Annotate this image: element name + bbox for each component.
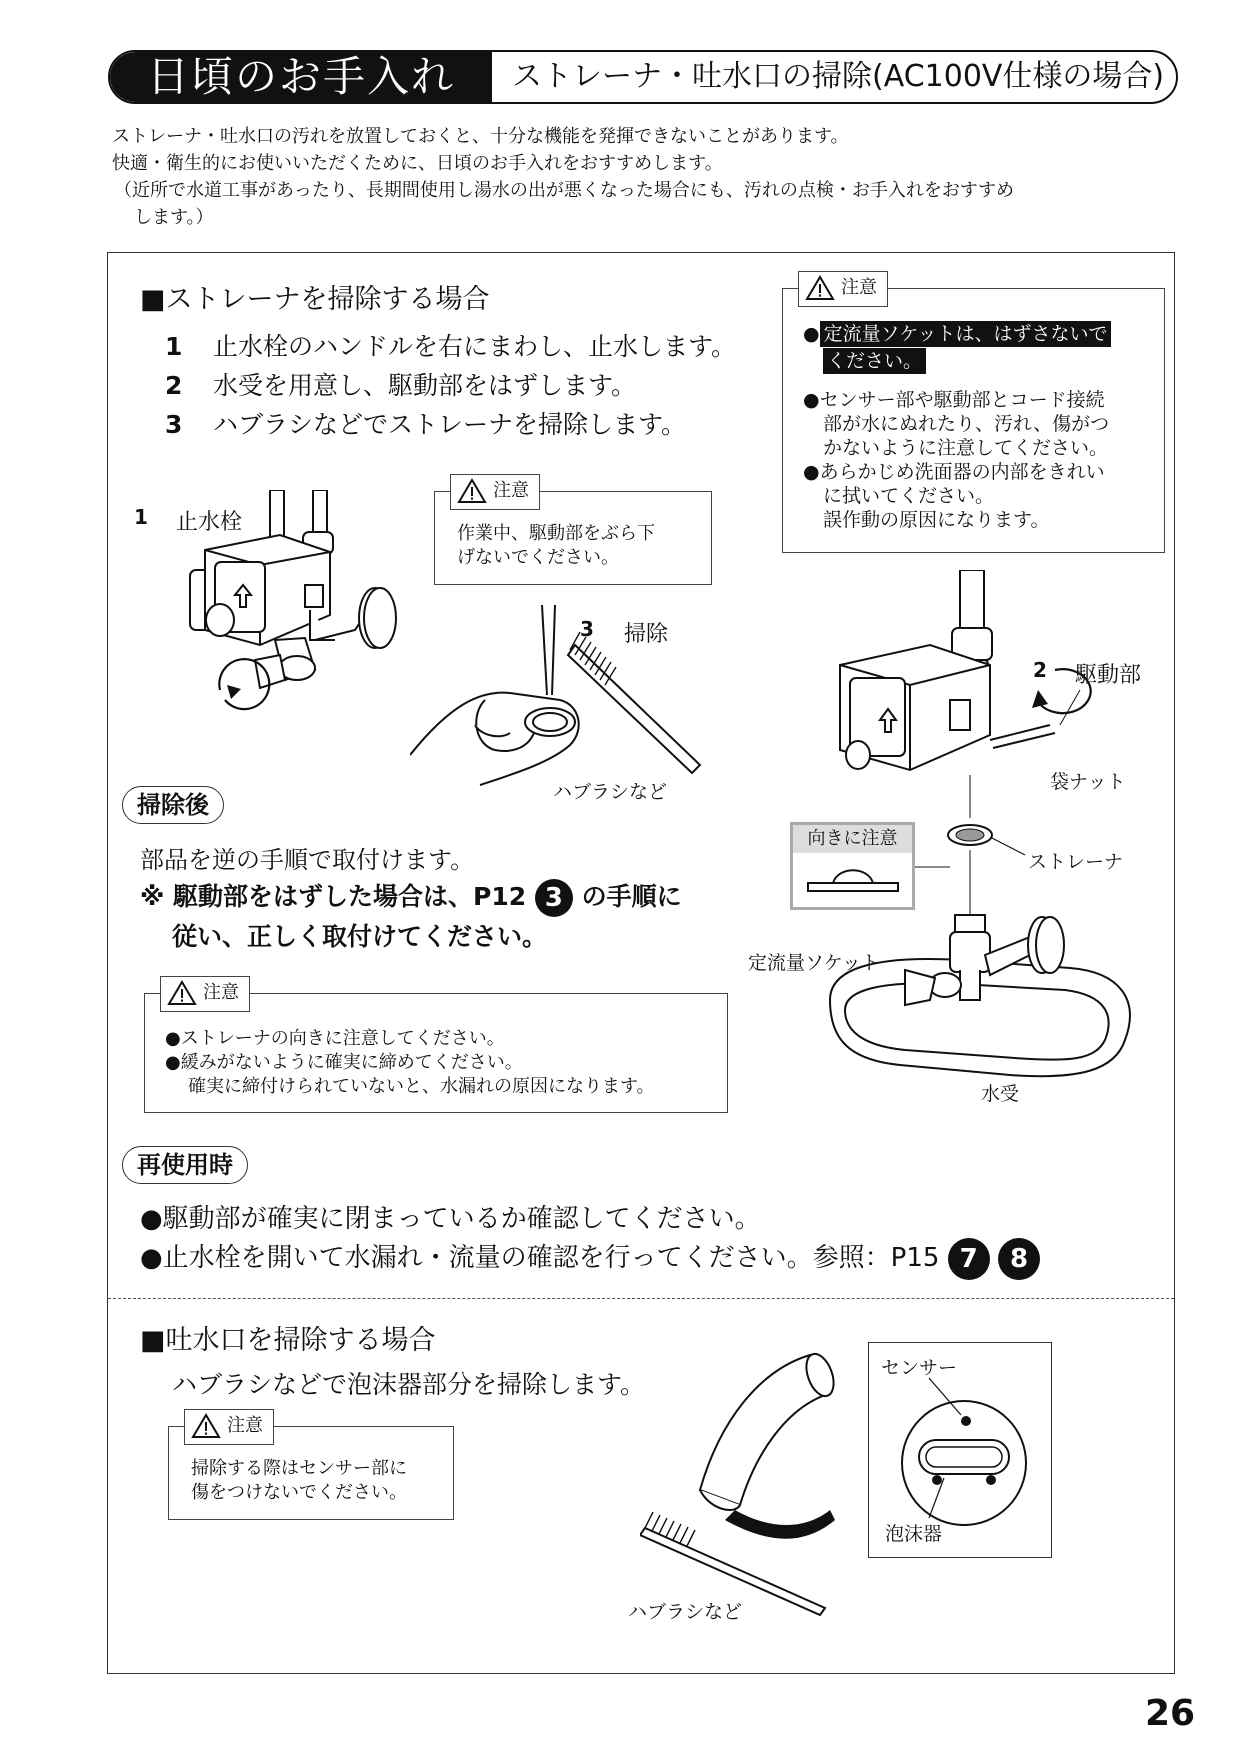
caution-line: げないでください。 xyxy=(457,547,619,568)
sensor-detail-box xyxy=(868,1342,1052,1558)
caution-line: に拭いてください。 xyxy=(823,485,995,507)
caution-line: 部が水にぬれたり、汚れ、傷がつ xyxy=(823,413,1110,435)
fig3-cleaning-illustration xyxy=(410,605,710,805)
caution-line: かないように注意してください。 xyxy=(823,437,1109,459)
step-text: 止水栓のハンドルを右にまわし、止水します。 xyxy=(213,332,737,361)
caution-label: 注意 xyxy=(493,480,529,501)
ref-circle: 8 xyxy=(998,1238,1040,1280)
intro-line-1: ストレーナ・吐水口の汚れを放置しておくと、十分な機能を発揮できないことがあります。 xyxy=(112,126,849,147)
caution-line: 作業中、駆動部をぶら下 xyxy=(457,523,655,544)
caution-line: 傷をつけないでください。 xyxy=(191,1482,407,1503)
caution-label: 注意 xyxy=(227,1415,263,1436)
bag-nut-label: 袋ナット xyxy=(1050,771,1126,793)
intro-line-4: します。） xyxy=(134,207,214,228)
reuse-tag: 再使用時 xyxy=(122,1146,248,1184)
after-line-2 xyxy=(140,877,682,917)
spout-illustration xyxy=(640,1340,900,1620)
caution-tag xyxy=(798,271,888,307)
ref-circle: 3 xyxy=(535,879,573,917)
toothbrush-label: ハブラシなど xyxy=(553,781,668,803)
caution-tag xyxy=(450,474,540,510)
section-divider xyxy=(108,1298,1174,1299)
caution-line: 誤作動の原因になります。 xyxy=(823,509,1050,531)
caution-highlight-1: 定流量ソケットは、はずさないで xyxy=(820,321,1112,347)
strainer-label: ストレーナ xyxy=(1028,851,1124,873)
section-title: 日頃のお手入れ xyxy=(110,52,492,102)
step-text: ハブラシなどでストレーナを掃除します。 xyxy=(213,410,687,439)
intro-line-2: 快適・衛生的にお使いいただくために、日頃のお手入れをおすすめします。 xyxy=(112,153,723,174)
caution-tag xyxy=(184,1409,274,1445)
aerator-label: 泡沫器 xyxy=(885,1523,943,1545)
section-subtitle: ストレーナ・吐水口の掃除(AC100V仕様の場合) xyxy=(512,59,1165,94)
step-3 xyxy=(165,405,686,441)
strainer-heading: ■ストレーナを掃除する場合 xyxy=(140,284,490,315)
caution-line: ●緩みがないように確実に締めてください。 xyxy=(165,1052,523,1073)
caution-label: 注意 xyxy=(203,982,239,1003)
caution-box-spout xyxy=(168,1415,454,1520)
basin-label: 水受 xyxy=(981,1083,1020,1105)
orientation-label: 向きに注意 xyxy=(793,825,912,853)
step-text: 水受を用意し、駆動部をはずします。 xyxy=(213,371,637,400)
step-1 xyxy=(165,327,736,363)
caution-line: ●センサー部や駆動部とコード接続 xyxy=(803,389,1105,411)
after-line-2-pre: ※ 駆動部をはずした場合は、P12 xyxy=(140,882,527,911)
orientation-box xyxy=(790,822,915,910)
after-line-2-post: の手順に xyxy=(581,882,682,911)
after-tag: 掃除後 xyxy=(122,786,224,824)
step-2 xyxy=(165,366,636,402)
reuse-line-2 xyxy=(140,1237,1040,1280)
after-line-1: 部品を逆の手順で取付けます。 xyxy=(140,846,475,874)
page-number: 26 xyxy=(1145,1693,1196,1734)
step-num: 2 xyxy=(165,371,183,400)
sensor-label: センサー xyxy=(881,1357,958,1379)
caution-box-main xyxy=(782,277,1165,553)
warning-icon xyxy=(805,275,835,301)
caution-line: ●あらかじめ洗面器の内部をきれい xyxy=(803,461,1105,483)
intro-line-3: （近所で水道工事があったり、長期間使用し湯水の出が悪くなった場合にも、汚れの点検・お手入れをおすすめ xyxy=(114,180,1014,201)
caution-tag xyxy=(160,976,250,1012)
warning-icon xyxy=(191,1413,221,1439)
caution-label: 注意 xyxy=(841,277,877,298)
caution-highlight-line2 xyxy=(823,347,926,376)
section-header xyxy=(108,50,1178,104)
strainer-profile-icon xyxy=(803,861,903,901)
fig1-valve-illustration xyxy=(185,490,420,750)
caution-line: 確実に締付けられていないと、水漏れの原因になります。 xyxy=(188,1076,655,1097)
caution-highlight: ● 定流量ソケットは、はずさないで xyxy=(803,320,1111,349)
caution-box-after xyxy=(144,982,728,1113)
spout-line: ハブラシなどで泡沫器部分を掃除します。 xyxy=(172,1370,646,1399)
reuse-line-2-text: ●止水栓を開いて水漏れ・流量の確認を行ってください。参照：P15 xyxy=(140,1243,940,1273)
caution-box-work xyxy=(434,480,712,585)
spout-heading: ■吐水口を掃除する場合 xyxy=(140,1325,436,1356)
ref-circle: 7 xyxy=(948,1238,990,1280)
fig3-num: 3 xyxy=(580,617,594,641)
fig1-label: 止水栓 xyxy=(176,510,243,535)
fig1-num: 1 xyxy=(134,505,148,529)
toothbrush-label-2: ハブラシなど xyxy=(628,1601,743,1623)
fig3-label: 掃除 xyxy=(624,622,669,647)
reuse-line-1: ●駆動部が確実に閉まっているか確認してください。 xyxy=(140,1204,761,1234)
step-num: 3 xyxy=(165,410,183,439)
caution-line: 掃除する際はセンサー部に xyxy=(191,1458,407,1479)
step-num: 1 xyxy=(165,332,183,361)
fig2-label: 駆動部 xyxy=(1075,663,1142,688)
socket-label: 定流量ソケット xyxy=(748,952,880,974)
caution-highlight-2: ください。 xyxy=(823,348,926,374)
caution-line: ●ストレーナの向きに注意してください。 xyxy=(165,1028,505,1049)
fig2-num: 2 xyxy=(1033,658,1047,682)
after-line-3: 従い、正しく取付けてください。 xyxy=(172,922,548,951)
warning-icon xyxy=(457,478,487,504)
warning-icon xyxy=(167,980,197,1006)
